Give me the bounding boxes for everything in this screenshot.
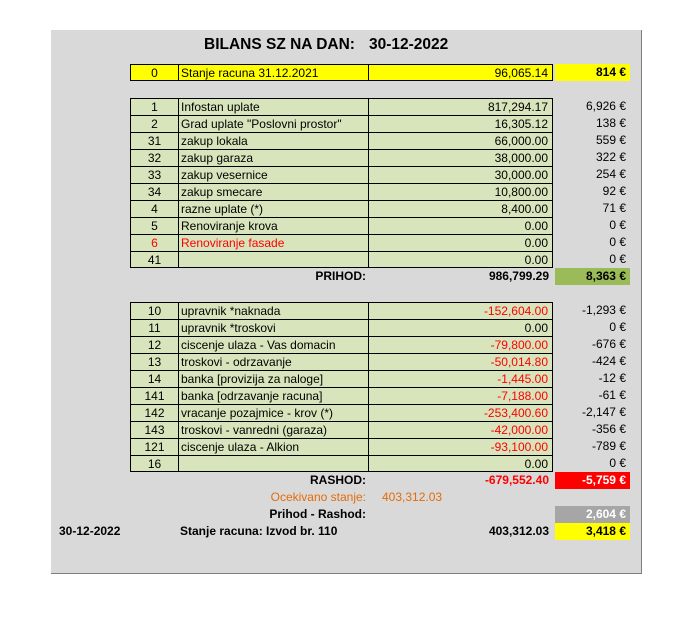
row-amount: 66,000.00 [368,132,553,149]
page-title [204,36,448,54]
row-description: Infostan uplate [178,98,368,115]
row-eur: 0 € [609,456,626,470]
row-amount: 38,000.00 [368,149,553,166]
row-amount: 817,294.17 [368,98,553,115]
row-number: 1 [130,98,178,115]
row-number: 11 [130,319,178,336]
row-description: troskovi - vanredni (garaza) [178,421,368,438]
row-amount: 0.00 [368,319,553,336]
row-number: 142 [130,404,178,421]
row-amount: 30,000.00 [368,166,553,183]
row-eur: -12 € [598,371,626,385]
row-eur: 559 € [595,133,626,147]
row-amount: 0.00 [368,234,553,251]
expected-amount: 403,312.03 [382,490,443,504]
table-row [0,183,700,200]
table-row [0,200,700,217]
row-description: ciscenje ulaza - Vas domacin [178,336,368,353]
row-number: 13 [130,353,178,370]
row-eur: -789 € [591,439,626,453]
row-number: 34 [130,183,178,200]
row-number: 16 [130,455,178,472]
row-eur: -424 € [591,354,626,368]
opening-row [0,64,700,81]
row-number: 10 [130,302,178,319]
table-row [0,319,700,336]
row-description [178,455,368,472]
row-description: Renoviranje fasade [178,234,368,251]
row-number: 141 [130,387,178,404]
row-amount: 0.00 [368,251,553,268]
row-eur: 0 € [609,235,626,249]
row-description: zakup lokala [178,132,368,149]
row-amount: 8,400.00 [368,200,553,217]
difference-label: Prihod - Rashod: [269,507,366,521]
row-eur: 92 € [602,184,626,198]
row-eur: 254 € [595,167,626,181]
row-amount: 10,800.00 [368,183,553,200]
row-eur: 322 € [595,150,626,164]
row-description: Grad uplate "Poslovni prostor" [178,115,368,132]
difference-eur: 2,604 € [555,506,630,523]
table-row [0,132,700,149]
row-amount: -1,445.00 [368,370,553,387]
table-row [0,166,700,183]
row-description: ciscenje ulaza - Alkion [178,438,368,455]
row-eur: -356 € [591,422,626,436]
opening-eur: 814 € [555,64,630,81]
table-row [0,251,700,268]
final-eur: 3,418 € [555,523,630,540]
table-row [0,336,700,353]
row-description: Renoviranje krova [178,217,368,234]
row-amount: -93,100.00 [368,438,553,455]
row-amount: 16,305.12 [368,115,553,132]
row-number: 31 [130,132,178,149]
row-amount: 0.00 [368,217,553,234]
row-description: zakup smecare [178,183,368,200]
expense-total-row [0,472,700,489]
row-number: 2 [130,115,178,132]
row-number: 32 [130,149,178,166]
table-row [0,234,700,251]
row-amount: -79,800.00 [368,336,553,353]
table-row [0,115,700,132]
row-amount: -7,188.00 [368,387,553,404]
final-row [0,523,700,540]
expense-total-eur: -5,759 € [555,472,630,489]
row-description: banka [odrzavanje racuna] [178,387,368,404]
row-description: upravnik *naknada [178,302,368,319]
table-row [0,217,700,234]
final-date: 30-12-2022 [59,524,121,538]
row-eur: 6,926 € [585,99,626,113]
row-number: 5 [130,217,178,234]
row-number: 41 [130,251,178,268]
row-amount: -253,400.60 [368,404,553,421]
row-eur: -676 € [591,337,626,351]
opening-desc: Stanje racuna 31.12.2021 [178,64,368,81]
table-row [0,438,700,455]
table-row [0,387,700,404]
row-amount: -152,604.00 [368,302,553,319]
row-description: zakup vesernice [178,166,368,183]
table-row [0,421,700,438]
row-number: 33 [130,166,178,183]
row-number: 4 [130,200,178,217]
opening-amount: 96,065.14 [368,64,553,81]
expense-total-amount: -679,552.40 [484,473,549,487]
row-eur: 0 € [609,218,626,232]
expense-total-label: RASHOD: [310,473,366,487]
row-eur: -1,293 € [581,303,626,317]
row-number: 6 [130,234,178,251]
row-eur: 71 € [602,201,626,215]
table-row [0,353,700,370]
row-amount: -50,014.80 [368,353,553,370]
income-total-row [0,268,700,285]
row-number: 143 [130,421,178,438]
row-eur: 0 € [609,252,626,266]
expected-row [0,489,700,506]
income-total-amount: 986,799.29 [488,269,549,283]
row-eur: -61 € [598,388,626,402]
row-number: 12 [130,336,178,353]
row-description: vracanje pozajmice - krov (*) [178,404,368,421]
table-row [0,370,700,387]
title-date: 30-12-2022 [368,36,449,53]
table-row [0,98,700,115]
table-row [0,302,700,319]
table-row [0,149,700,166]
row-description: troskovi - odrzavanje [178,353,368,370]
row-amount: 0.00 [368,455,553,472]
row-eur: -2,147 € [581,405,626,419]
row-description: razne uplate (*) [178,200,368,217]
table-row [0,455,700,472]
row-amount: -42,000.00 [368,421,553,438]
expected-label: Ocekivano stanje: [270,490,366,504]
final-amount: 403,312.03 [488,524,549,538]
title-label: BILANS SZ NA DAN: [204,36,355,53]
table-row [0,404,700,421]
income-total-eur: 8,363 € [555,268,630,285]
row-description: banka [provizija za naloge] [178,370,368,387]
row-eur: 0 € [609,320,626,334]
row-description: upravnik *troskovi [178,319,368,336]
opening-num: 0 [130,64,178,81]
row-number: 121 [130,438,178,455]
final-label: Stanje racuna: Izvod br. 110 [180,524,338,538]
difference-row [0,506,700,523]
row-eur: 138 € [595,116,626,130]
row-number: 14 [130,370,178,387]
row-description [178,251,368,268]
income-total-label: PRIHOD: [315,269,366,283]
row-description: zakup garaza [178,149,368,166]
